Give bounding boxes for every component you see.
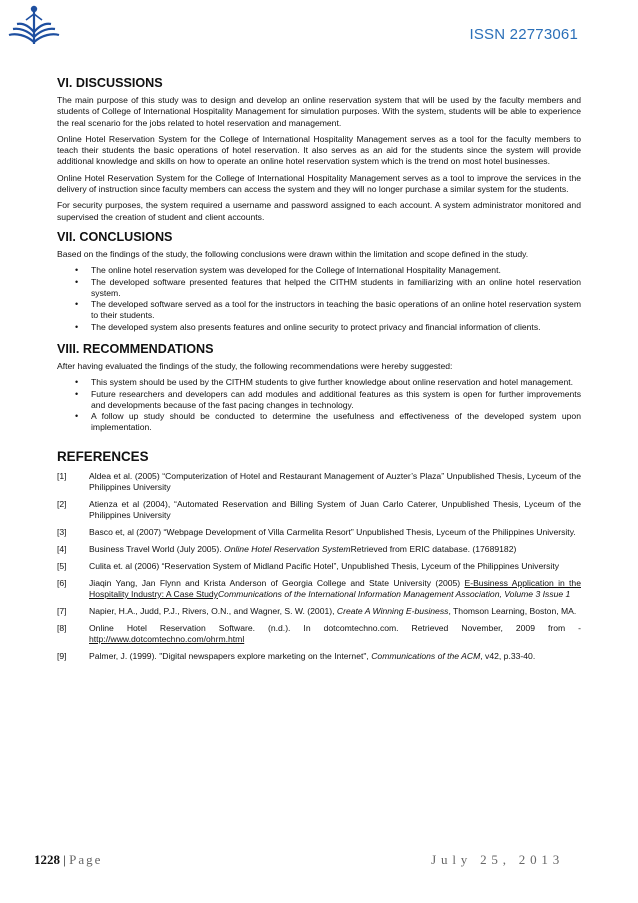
bullet-icon: • bbox=[75, 276, 79, 287]
publication-date: July 25, 2013 bbox=[431, 852, 564, 867]
discussions-paragraph: Online Hotel Reservation System for the College of International Hospitality Management serves as a tool to improve the services in the delivery of instruction since faculty members can access the system and they will no longer purchase a similar system for the students. bbox=[57, 172, 581, 195]
reference-number: [2] bbox=[57, 499, 67, 510]
reference-link[interactable]: http://www.dotcomtechno.com/ohrm.html bbox=[89, 633, 245, 644]
reference-item bbox=[57, 544, 581, 555]
reference-text: Napier, H.A., Judd, P.J., Rivers, O.N., and Wagner, S. W. (2001), Create A Winning E-business, Thomson Learning, Boston, MA. bbox=[89, 605, 577, 616]
reference-item bbox=[57, 471, 581, 494]
page-footer bbox=[34, 852, 564, 870]
reference-number: [8] bbox=[57, 622, 67, 633]
reference-number: [6] bbox=[57, 577, 67, 588]
list-item: • The online hotel reservation system was developed for the College of International Hospitality Management. bbox=[75, 265, 501, 276]
bullet-icon: • bbox=[75, 321, 79, 332]
reference-text: Business Travel World (July 2005). Online Hotel Reservation SystemRetrieved from ERIC database. (17689182) bbox=[89, 544, 517, 555]
list-item: • The developed system also presents features and online security to protect privacy and financial information of clients. bbox=[75, 321, 541, 332]
reference-item bbox=[57, 578, 581, 601]
recommendations-heading: VIII. RECOMMENDATIONS bbox=[57, 341, 214, 356]
list-item: • This system should be used by the CITHM students to give further knowledge about online reservation and hotel management. bbox=[75, 377, 573, 388]
reference-text: Palmer, J. (1999). "Digital newspapers explore marketing on the Internet", Communications of the ACM, v42, p.33-40. bbox=[89, 650, 536, 661]
bullet-icon: • bbox=[75, 299, 79, 310]
bullet-icon: • bbox=[75, 265, 79, 276]
issn-label: ISSN 22773061 bbox=[469, 26, 578, 43]
reference-item bbox=[57, 561, 581, 572]
list-item: • A follow up study should be conducted to determine the usefulness and effectiveness of the developed system upon implementation. bbox=[75, 411, 581, 433]
bullet-icon: • bbox=[75, 388, 79, 399]
reference-number: [1] bbox=[57, 471, 67, 482]
reference-text: Basco et, al (2007) “Webpage Development of Villa Carmelita Resort” Unpublished Thesis, Lyceum of the Philippines University. bbox=[89, 527, 576, 538]
reference-number: [3] bbox=[57, 527, 67, 538]
bullet-icon: • bbox=[75, 377, 79, 388]
reference-link[interactable]: E-Business Application in the Hospitality Industry: A Case Study bbox=[89, 577, 581, 599]
page-content bbox=[57, 76, 581, 667]
discussions-paragraph: The main purpose of this study was to design and develop an online reservation system that will be used by the faculty members and students of College of International Hospitality Management for simulation purposes. With the system, students will be able to experience the real scenario for the jobs related to hotel reservation and management. bbox=[57, 95, 581, 128]
discussions-paragraph: Online Hotel Reservation System for the College of International Hospitality Management serves as a tool for the faculty members to teach their students the basic operations of hotel reservation. It also serves as an aid for the students since the system will provide additional knowledge and skills on how to operate an online hotel reservation system which is the trend on most hotel businesses. bbox=[57, 133, 581, 167]
page-number: 1228 | Page bbox=[34, 852, 103, 867]
conclusions-heading: VII. CONCLUSIONS bbox=[57, 229, 173, 244]
reference-number: [4] bbox=[57, 544, 67, 555]
reference-number: [7] bbox=[57, 605, 67, 616]
reference-text: Atienza et al (2004), “Automated Reservation and Billing System of Juan Carlo Caterer, Unpublished Thesis, Lyceum of the Philippines University bbox=[89, 499, 581, 521]
reference-number: [9] bbox=[57, 650, 67, 661]
conclusions-list bbox=[57, 265, 581, 333]
recommendations-intro: After having evaluated the findings of the study, the following recommendations were hereby suggested: bbox=[57, 360, 453, 371]
list-item: • The developed software served as a tool for the instructors in teaching the basic operations of an online hotel reservation system to their students. bbox=[75, 299, 581, 321]
reference-item bbox=[57, 527, 581, 538]
recommendations-list bbox=[57, 377, 581, 433]
reference-item bbox=[57, 606, 581, 617]
list-item: • Future researchers and developers can add modules and additional features as this system is open for further improvements and developments because of the fast pacing changes in technology. bbox=[75, 388, 581, 410]
bullet-icon: • bbox=[75, 411, 79, 422]
discussions-paragraph: For security purposes, the system required a username and password assigned to each account. A system administrator monitored and supervised the creation of student and client accounts. bbox=[57, 200, 581, 222]
reference-item bbox=[57, 651, 581, 662]
open-book-logo-icon bbox=[6, 2, 62, 48]
conclusions-intro: Based on the findings of the study, the following conclusions were drawn within the limitation and scope defined in the study. bbox=[57, 248, 529, 259]
reference-item bbox=[57, 499, 581, 522]
list-item: • The developed software presented features that helped the CITHM students in familiarizing with an online hotel reservation system. bbox=[75, 276, 581, 298]
reference-text: Aldea et al. (2005) “Computerization of Hotel and Restaurant Management of Auzter’s Plaza” Unpublished Thesis, Lyceum of the Philippines University bbox=[89, 471, 581, 493]
reference-text: Jiaqin Yang, Jan Flynn and Krista Anderson of Georgia College and State University (2005) E-Business Application in the Hospitality Industry: A Case StudyCommunications of the International Information Management Association, Volume 3 Issue 1 bbox=[89, 577, 581, 599]
references-heading: REFERENCES bbox=[57, 449, 149, 465]
reference-number: [5] bbox=[57, 560, 67, 571]
discussions-heading: VI. DISCUSSIONS bbox=[57, 76, 163, 90]
reference-text: Culita et. al (2006) “Reservation System of Midland Pacific Hotel”, Unpublished Thesis, Lyceum of the Philippines University bbox=[89, 560, 560, 571]
reference-item bbox=[57, 623, 581, 646]
reference-text: Online Hotel Reservation Software. (n.d.). In dotcomtechno.com. Retrieved November, 2009 from - http://www.dotcomtechno.com/ohrm.html bbox=[89, 622, 581, 644]
